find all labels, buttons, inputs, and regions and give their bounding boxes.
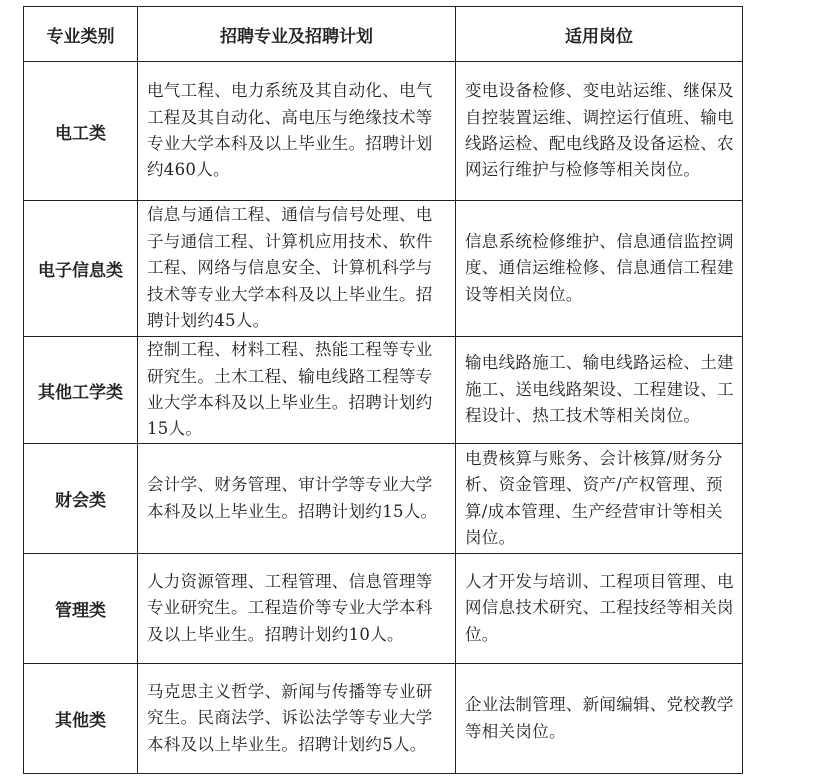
header-category: 专业类别: [24, 7, 138, 62]
header-majors: 招聘专业及招聘计划: [138, 7, 456, 62]
table-row: [24, 337, 743, 444]
majors-cell: 马克思主义哲学、新闻与传播等专业研究生。民商法学、诉讼法学等专业大学本科及以上毕业生。招聘计划约5人。: [138, 664, 456, 774]
category-cell: 电子信息类: [24, 201, 138, 337]
majors-cell: 控制工程、材料工程、热能工程等专业研究生。土木工程、输电线路工程等专业大学本科及以上毕业生。招聘计划约15人。: [138, 337, 456, 444]
positions-cell: 企业法制管理、新闻编辑、党校教学等相关岗位。: [456, 664, 743, 774]
table-row: [24, 554, 743, 664]
positions-cell: 变电设备检修、变电站运维、继保及自控装置运维、调控运行值班、输电线路运检、配电线路及设备运检、农网运行维护与检修等相关岗位。: [456, 62, 743, 201]
positions-cell: 人才开发与培训、工程项目管理、电网信息技术研究、工程技经等相关岗位。: [456, 554, 743, 664]
category-cell: 管理类: [24, 554, 138, 664]
majors-cell: 电气工程、电力系统及其自动化、电气工程及其自动化、高电压与绝缘技术等专业大学本科及以上毕业生。招聘计划约460人。: [138, 62, 456, 201]
positions-cell: 信息系统检修维护、信息通信监控调度、通信运维检修、信息通信工程建设等相关岗位。: [456, 201, 743, 337]
header-row: [24, 7, 743, 62]
majors-cell: 人力资源管理、工程管理、信息管理等专业研究生。工程造价等专业大学本科及以上毕业生。招聘计划约10人。: [138, 554, 456, 664]
majors-cell: 会计学、财务管理、审计学等专业大学本科及以上毕业生。招聘计划约15人。: [138, 444, 456, 554]
category-cell: 其他工学类: [24, 337, 138, 444]
table-row: [24, 444, 743, 554]
category-cell: 电工类: [24, 62, 138, 201]
positions-cell: 输电线路施工、输电线路运检、土建施工、送电线路架设、工程建设、工程设计、热工技术等相关岗位。: [456, 337, 743, 444]
majors-cell: 信息与通信工程、通信与信号处理、电子与通信工程、计算机应用技术、软件工程、网络与信息安全、计算机科学与技术等专业大学本科及以上毕业生。招聘计划约45人。: [138, 201, 456, 337]
header-positions: 适用岗位: [456, 7, 743, 62]
category-cell: 财会类: [24, 444, 138, 554]
table-row: [24, 201, 743, 337]
table-row: [24, 62, 743, 201]
positions-cell: 电费核算与账务、会计核算/财务分析、资金管理、资产/产权管理、预算/成本管理、生产经营审计等相关岗位。: [456, 444, 743, 554]
table-row: [24, 664, 743, 774]
category-cell: 其他类: [24, 664, 138, 774]
recruitment-table: [23, 6, 743, 774]
